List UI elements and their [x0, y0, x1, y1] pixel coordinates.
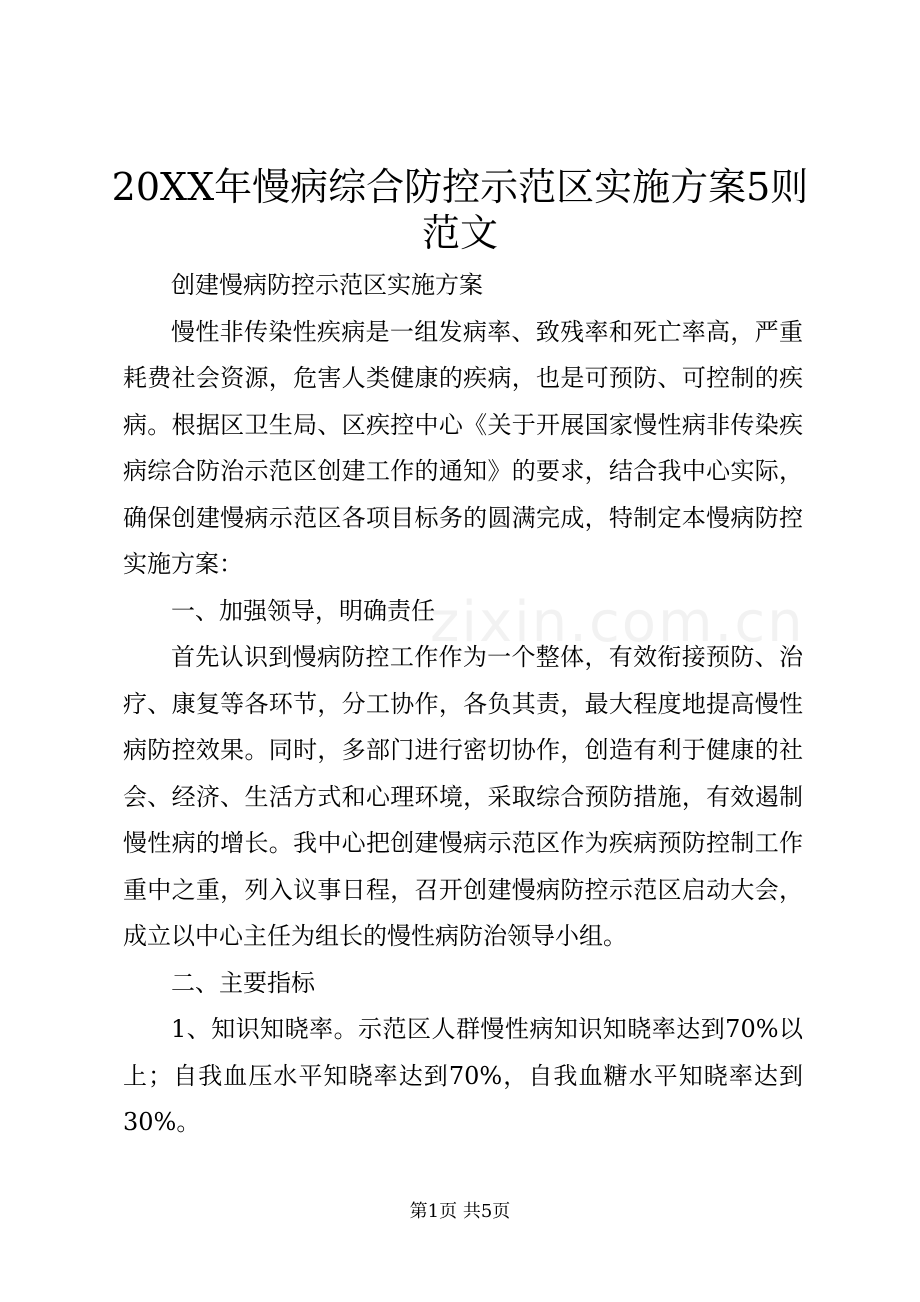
page-footer: 第1页 共5页 — [409, 1201, 511, 1222]
paragraph: 首先认识到慢病防控工作作为一个整体，有效衔接预防、治疗、康复等各环节，分工协作，各负其责，最大程度地提高慢性病防控效果。同时，多部门进行密切协作，创造有利于健康的社会、经济、生活方式和心理环境，采取综合预防措施，有效遏制慢性病的增长。我中心把创建慢病示范区作为疾病预防控制工作重中之重，列入议事日程，召开创建慢病防控示范区启动大会，成立以中心主任为组长的慢性病防治领导小组。 — [123, 643, 803, 950]
document-title: 20XX年慢病综合防控示范区实施方案5则范文 — [111, 165, 809, 255]
section-heading: 创建慢病防控示范区实施方案 — [171, 271, 483, 299]
paragraph: 1、知识知晓率。示范区人群慢性病知识知晓率达到70%以上；自我血压水平知晓率达到70%，自我血糖水平知晓率达到30%。 — [123, 1015, 803, 1136]
paragraph: 慢性非传染性疾病是一组发病率、致残率和死亡率高，严重耗费社会资源，危害人类健康的疾病，也是可预防、可控制的疾病。根据区卫生局、区疾控中心《关于开展国家慢性病非传染疾病综合防治示范区创建工作的通知》的要求，结合我中心实际，确保创建慢病示范区各项目标务的圆满完成，特制定本慢病防控实施方案： — [123, 317, 803, 578]
section-heading: 二、主要指标 — [171, 968, 315, 997]
section-heading: 一、加强领导，明确责任 — [171, 596, 435, 625]
document-body — [123, 262, 803, 1146]
watermark: zixin.com.cn — [430, 590, 805, 655]
